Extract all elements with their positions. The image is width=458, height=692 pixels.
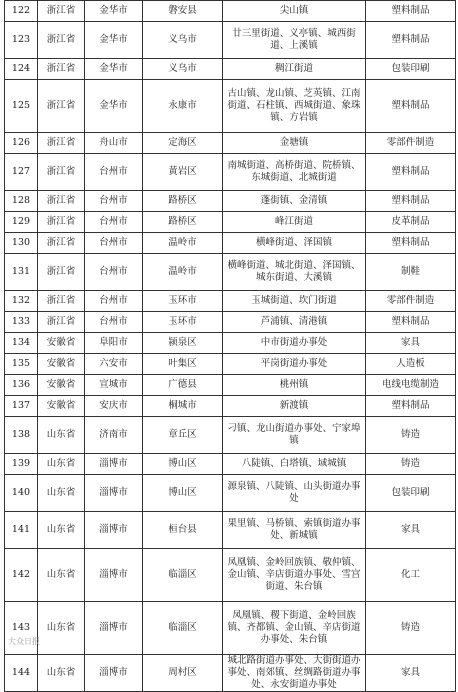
city-cell: 安庆市 [85, 396, 143, 417]
county-cell: 路桥区 [143, 191, 223, 212]
enterprise-list-table [4, 0, 456, 692]
table-row [5, 291, 456, 312]
industry-cell: 皮革制品 [366, 212, 456, 233]
town-cell: 稠江街道 [223, 59, 366, 80]
city-cell: 台州市 [85, 254, 143, 291]
industry-cell: 电线电缆制造 [366, 375, 456, 396]
town-cell: 蓬街镇、金清镇 [223, 191, 366, 212]
table-row [5, 454, 456, 475]
table-row [5, 549, 456, 602]
watermark-text: 大众日报 [8, 637, 40, 646]
industry-cell: 塑料制品 [366, 1, 456, 22]
county-cell: 叶集区 [143, 354, 223, 375]
table-row [5, 655, 456, 692]
industry-cell: 零部件制造 [366, 133, 456, 154]
row-number-cell: 143 [5, 602, 38, 655]
county-cell: 定海区 [143, 133, 223, 154]
province-cell: 山东省 [38, 417, 85, 454]
city-cell: 淄博市 [85, 549, 143, 602]
row-number-cell: 124 [5, 59, 38, 80]
province-cell: 山东省 [38, 549, 85, 602]
city-cell: 淄博市 [85, 655, 143, 692]
city-cell: 台州市 [85, 154, 143, 191]
table-row [5, 59, 456, 80]
table-row [5, 333, 456, 354]
industry-cell: 铸造 [366, 602, 456, 655]
county-cell: 章丘区 [143, 417, 223, 454]
county-cell: 桓台县 [143, 512, 223, 549]
table-row [5, 254, 456, 291]
row-number-cell: 122 [5, 1, 38, 22]
town-cell: 尖山镇 [223, 1, 366, 22]
province-cell: 浙江省 [38, 133, 85, 154]
city-cell: 淄博市 [85, 475, 143, 512]
province-cell: 浙江省 [38, 312, 85, 333]
row-number-cell: 133 [5, 312, 38, 333]
county-cell: 玉环市 [143, 291, 223, 312]
city-cell: 淄博市 [85, 602, 143, 655]
city-cell: 淄博市 [85, 454, 143, 475]
county-cell: 博山区 [143, 475, 223, 512]
city-cell: 台州市 [85, 291, 143, 312]
table-row [5, 602, 456, 655]
city-cell: 淄博市 [85, 512, 143, 549]
industry-cell: 塑料制品 [366, 154, 456, 191]
county-cell: 临淄区 [143, 549, 223, 602]
row-number-cell: 142 [5, 549, 38, 602]
city-cell: 台州市 [85, 312, 143, 333]
table-row [5, 22, 456, 59]
table-row [5, 312, 456, 333]
city-cell: 金华市 [85, 1, 143, 22]
table-row [5, 212, 456, 233]
row-number-cell: 132 [5, 291, 38, 312]
town-cell: 桃州镇 [223, 375, 366, 396]
row-number-cell: 141 [5, 512, 38, 549]
industry-cell: 铸造 [366, 417, 456, 454]
county-cell: 黄岩区 [143, 154, 223, 191]
town-cell: 南城街道、高桥街道、院桥镇、东城街道、北城街道 [223, 154, 366, 191]
city-cell: 阜阳市 [85, 333, 143, 354]
city-cell: 台州市 [85, 212, 143, 233]
county-cell: 临淄区 [143, 602, 223, 655]
province-cell: 浙江省 [38, 22, 85, 59]
town-cell: 凤凰镇、金岭回族镇、敬仲镇、金山镇、辛店街道办事处、雪宫街道、朱台镇 [223, 549, 366, 602]
city-cell: 宣城市 [85, 375, 143, 396]
table-row [5, 133, 456, 154]
province-cell: 安徽省 [38, 375, 85, 396]
row-number-cell: 138 [5, 417, 38, 454]
row-number-cell: 139 [5, 454, 38, 475]
town-cell: 峰江街道 [223, 212, 366, 233]
row-number-cell: 123 [5, 22, 38, 59]
province-cell: 浙江省 [38, 254, 85, 291]
province-cell: 山东省 [38, 454, 85, 475]
industry-cell: 家具 [366, 333, 456, 354]
town-cell: 源泉镇、八陡镇、山头街道办事处 [223, 475, 366, 512]
province-cell: 山东省 [38, 475, 85, 512]
county-cell: 义乌市 [143, 59, 223, 80]
city-cell: 舟山市 [85, 133, 143, 154]
county-cell: 周村区 [143, 655, 223, 692]
town-cell: 横峰街道、泽国镇 [223, 233, 366, 254]
row-number-cell: 128 [5, 191, 38, 212]
town-cell: 新渡镇 [223, 396, 366, 417]
industry-cell: 塑料制品 [366, 312, 456, 333]
industry-cell: 塑料制品 [366, 233, 456, 254]
town-cell: 刁镇、龙山街道办事处、宁家埠镇 [223, 417, 366, 454]
city-cell: 台州市 [85, 191, 143, 212]
row-number-cell: 127 [5, 154, 38, 191]
county-cell: 温岭市 [143, 254, 223, 291]
table-body [5, 1, 456, 692]
row-number-cell: 137 [5, 396, 38, 417]
province-cell: 安徽省 [38, 333, 85, 354]
province-cell: 浙江省 [38, 1, 85, 22]
row-number-cell: 130 [5, 233, 38, 254]
city-cell: 金华市 [85, 22, 143, 59]
industry-cell: 塑料制品 [366, 22, 456, 59]
industry-cell: 制鞋 [366, 254, 456, 291]
table-row [5, 191, 456, 212]
row-number-cell: 131 [5, 254, 38, 291]
row-number-cell: 136 [5, 375, 38, 396]
province-cell: 山东省 [38, 655, 85, 692]
row-number-cell: 144 [5, 655, 38, 692]
town-cell: 八陡镇、白塔镇、域城镇 [223, 454, 366, 475]
town-cell: 凤凰镇、稷下街道、金岭回族镇、齐都镇、金山镇、辛店街道办事处、朱台镇 [223, 602, 366, 655]
table-row [5, 512, 456, 549]
town-cell: 玉城街道、坎门街道 [223, 291, 366, 312]
row-number-cell: 129 [5, 212, 38, 233]
town-cell: 古山镇、龙山镇、芝英镇、江南街道、石柱镇、西城街道、象珠镇、方岩镇 [223, 80, 366, 133]
row-number-cell: 140 [5, 475, 38, 512]
town-cell: 金塘镇 [223, 133, 366, 154]
province-cell: 安徽省 [38, 396, 85, 417]
county-cell: 博山区 [143, 454, 223, 475]
province-cell: 安徽省 [38, 354, 85, 375]
industry-cell: 铸造 [366, 454, 456, 475]
table-row [5, 354, 456, 375]
county-cell: 义乌市 [143, 22, 223, 59]
industry-cell: 包装印刷 [366, 59, 456, 80]
industry-cell: 人造板 [366, 354, 456, 375]
town-cell: 果里镇、马桥镇、索镇街道办事处、新城镇 [223, 512, 366, 549]
row-number-cell: 134 [5, 333, 38, 354]
table-row [5, 80, 456, 133]
county-cell: 路桥区 [143, 212, 223, 233]
table-row [5, 396, 456, 417]
town-cell: 横峰街道、城北街道、泽国镇、城东街道、大溪镇 [223, 254, 366, 291]
province-cell: 浙江省 [38, 154, 85, 191]
county-cell: 广德县 [143, 375, 223, 396]
province-cell: 山东省 [38, 512, 85, 549]
town-cell: 芦浦镇、清港镇 [223, 312, 366, 333]
table-row [5, 475, 456, 512]
industry-cell: 家具 [366, 655, 456, 692]
county-cell: 温岭市 [143, 233, 223, 254]
county-cell: 玉环市 [143, 312, 223, 333]
industry-cell: 塑料制品 [366, 191, 456, 212]
table-row [5, 417, 456, 454]
row-number-cell: 125 [5, 80, 38, 133]
industry-cell: 包装印刷 [366, 475, 456, 512]
province-cell: 山东省 [38, 602, 85, 655]
province-cell: 浙江省 [38, 233, 85, 254]
table-row [5, 375, 456, 396]
city-cell: 济南市 [85, 417, 143, 454]
county-cell: 磐安县 [143, 1, 223, 22]
county-cell: 永康市 [143, 80, 223, 133]
province-cell: 浙江省 [38, 80, 85, 133]
row-number-cell: 135 [5, 354, 38, 375]
industry-cell: 化工 [366, 549, 456, 602]
town-cell: 中市街道办事处 [223, 333, 366, 354]
province-cell: 浙江省 [38, 59, 85, 80]
town-cell: 城北路街道办事处、大街街道办事处、南郊镇、丝绸路街道办事处、永安街道办事处 [223, 655, 366, 692]
province-cell: 浙江省 [38, 291, 85, 312]
table-row [5, 154, 456, 191]
province-cell: 浙江省 [38, 212, 85, 233]
city-cell: 金华市 [85, 80, 143, 133]
town-cell: 廿三里街道、义亭镇、城西街道、上溪镇 [223, 22, 366, 59]
province-cell: 浙江省 [38, 191, 85, 212]
row-number-cell: 126 [5, 133, 38, 154]
table-row [5, 233, 456, 254]
town-cell: 平岗街道办事处 [223, 354, 366, 375]
city-cell: 六安市 [85, 354, 143, 375]
county-cell: 颍泉区 [143, 333, 223, 354]
industry-cell: 塑料制品 [366, 80, 456, 133]
industry-cell: 塑料制品 [366, 396, 456, 417]
city-cell: 台州市 [85, 233, 143, 254]
industry-cell: 零部件制造 [366, 291, 456, 312]
table-row [5, 1, 456, 22]
industry-cell: 家具 [366, 512, 456, 549]
city-cell: 金华市 [85, 59, 143, 80]
county-cell: 桐城市 [143, 396, 223, 417]
